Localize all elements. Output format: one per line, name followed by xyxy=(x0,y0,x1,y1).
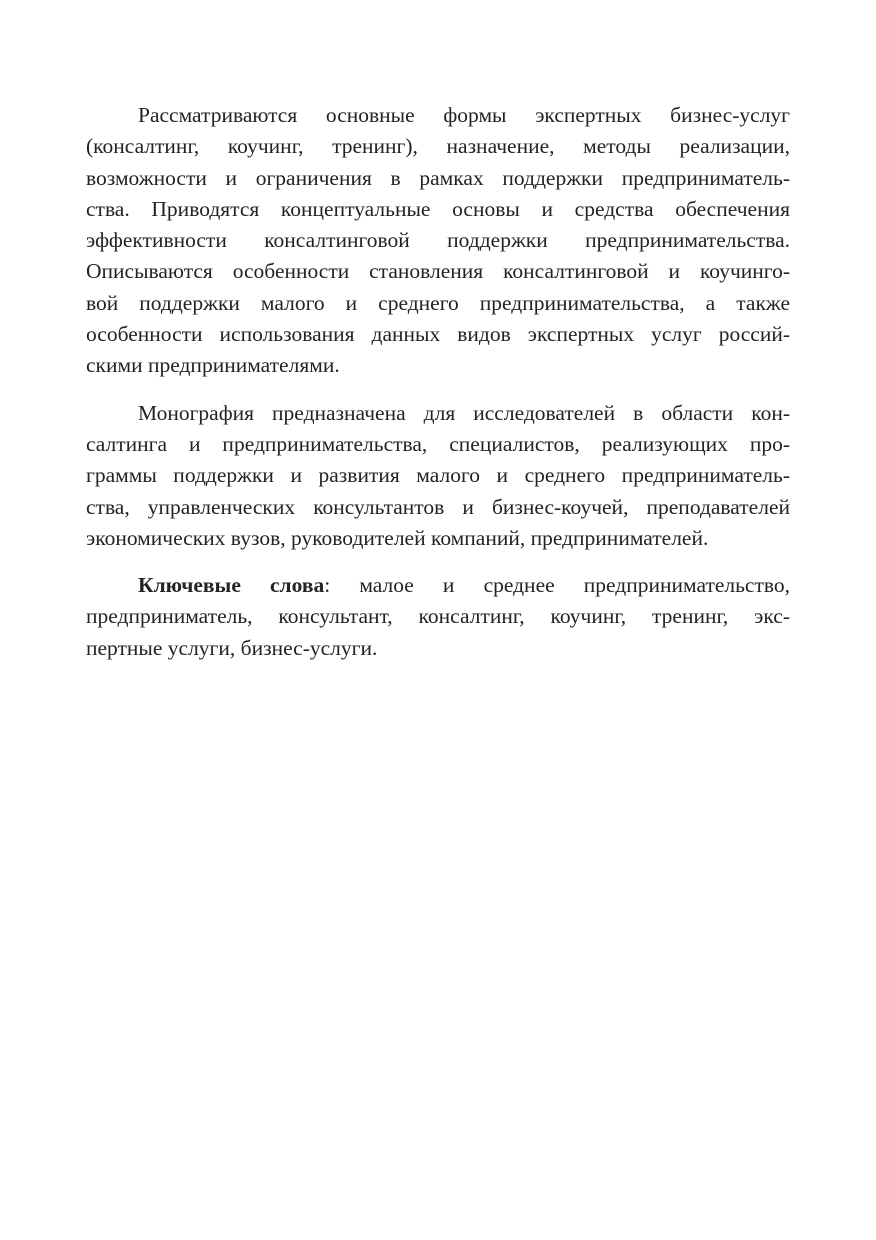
keywords-paragraph xyxy=(86,570,790,664)
keywords-first-line xyxy=(86,570,790,601)
text-line: экономических вузов, руководителей компаний, предпринимателей. xyxy=(86,525,709,550)
text-line: пертные услуги, бизнес-услуги. xyxy=(86,635,378,660)
abstract-paragraph xyxy=(86,100,790,382)
text-line: ства, управленческих консультантов и бизнес-коучей, преподавателей xyxy=(86,494,790,519)
text-line: вой поддержки малого и среднего предпринимательства, а также xyxy=(86,290,790,315)
text-line: особенности использования данных видов экспертных услуг россий- xyxy=(86,322,790,347)
text-line: салтинга и предпринимательства, специалистов, реализующих про- xyxy=(86,431,790,456)
text-line: Рассматриваются основные формы экспертных бизнес-услуг xyxy=(138,103,790,127)
text-line: (консалтинг, коучинг, тренинг), назначение, методы реализации, xyxy=(86,134,790,159)
keywords-text: : малое и среднее предпринимательство, xyxy=(324,573,791,598)
document-page xyxy=(86,100,790,664)
text-line: Монография предназначена для исследователей в области кон- xyxy=(138,400,790,425)
text-line: Описываются особенности становления консалтинговой и коучинго- xyxy=(86,259,790,284)
text-line: эффективности консалтинговой поддержки предпринимательства. xyxy=(86,228,790,253)
text-line: предприниматель, консультант, консалтинг, коучинг, тренинг, экс- xyxy=(86,604,790,629)
text-line: возможности и ограничения в рамках поддержки предприниматель- xyxy=(86,165,790,190)
audience-paragraph xyxy=(86,398,790,554)
text-line: граммы поддержки и развития малого и среднего предприниматель- xyxy=(86,463,790,488)
keywords-label: Ключевые слова xyxy=(138,573,325,598)
text-line: ства. Приводятся концептуальные основы и средства обеспечения xyxy=(86,196,790,221)
text-line: скими предпринимателями. xyxy=(86,353,340,378)
